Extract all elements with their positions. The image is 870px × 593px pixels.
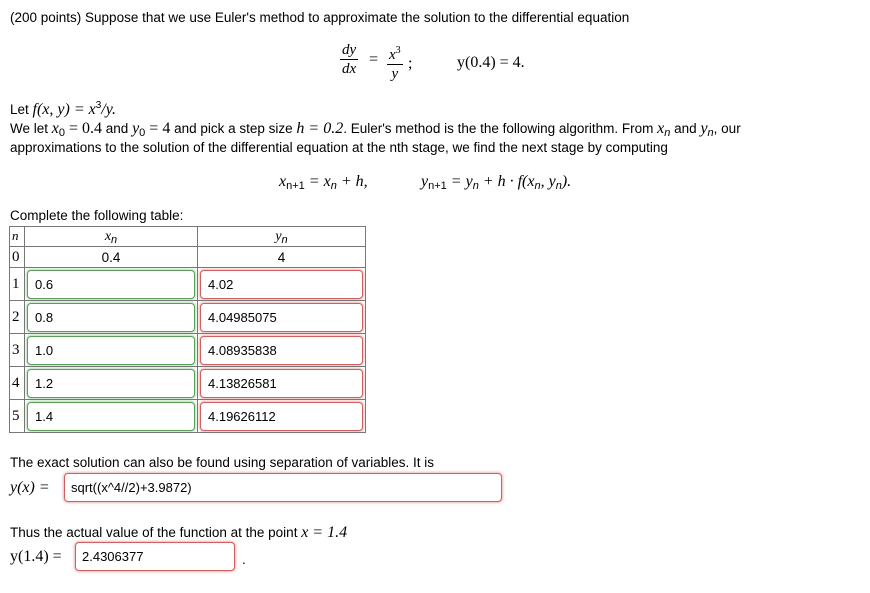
header-xn: $x_n$ (25, 227, 198, 247)
row-n: 2 (10, 301, 25, 334)
row-n: 4 (10, 367, 25, 400)
row-x-cell (25, 334, 198, 367)
header-yn: $y_n$ (198, 227, 366, 247)
row-y-cell (198, 268, 366, 301)
let-f-line: Let f(x, $y) = x^3/y$. (10, 100, 116, 118)
row-x-cell (25, 268, 198, 301)
ode-dy: dy (342, 42, 357, 58)
method-description-line2: approximations to the solution of the differential equation at the nth stage, we find the next stage by computing (10, 140, 668, 155)
method-description-line1: We let $x_0 = 0.4$ and $y_0 = 4$ and pick a step size h = 0.2. Euler's method is the the following algorithm. From $x_n$ and $y_n$, our (10, 120, 741, 139)
actual-value-input[interactable]: 2.4306377 (75, 542, 235, 571)
x3-input[interactable]: 1.0 (27, 336, 195, 365)
y1-input[interactable]: 4.02 (200, 270, 363, 299)
x4-input[interactable]: 1.2 (27, 369, 195, 398)
row-x-cell (25, 367, 198, 400)
exact-solution-label: y(x) = (10, 479, 50, 496)
actual-value-text: Thus the actual value of the function at the point x = 1.4 (10, 524, 348, 541)
table-intro: Complete the following table: (10, 208, 184, 223)
ode-rhs-fraction (387, 42, 403, 83)
ode-rhs-num: $x^3$ (387, 42, 403, 65)
ode-equals: = (369, 51, 379, 68)
ode-dx: dx (342, 61, 357, 77)
header-n: n (10, 227, 25, 247)
table-row (10, 268, 366, 301)
y3-input[interactable]: 4.08935838 (200, 336, 363, 365)
ode-rhs-den: y (391, 66, 399, 82)
exact-solution-text: The exact solution can also be found using separation of variables. It is (10, 455, 435, 470)
row-y-cell (198, 334, 366, 367)
ode-semicolon: ; (408, 55, 413, 72)
x5-input[interactable]: 1.4 (27, 402, 195, 431)
table-row (10, 247, 366, 268)
initial-condition: y(0.4) = 4. (457, 54, 525, 71)
row-y-cell (198, 400, 366, 433)
formula-x: $x_{n+1} = x_n + h$, (279, 173, 368, 192)
actual-value-period: . (242, 552, 246, 567)
euler-table (9, 226, 366, 433)
row-y-value: 4 (198, 247, 366, 268)
table-row (10, 367, 366, 400)
y5-input[interactable]: 4.19626112 (200, 402, 363, 431)
table-header-row (10, 227, 366, 247)
formula-y: $y_{n+1} = y_n + h \cdot f(x_n$, $y_n$). (421, 173, 572, 192)
x1-input[interactable]: 0.6 (27, 270, 195, 299)
row-x-cell (25, 301, 198, 334)
row-x-cell (25, 400, 198, 433)
row-n: 1 (10, 268, 25, 301)
exact-solution-input[interactable]: sqrt((x^4//2)+3.9872) (64, 473, 502, 502)
row-y-cell (198, 367, 366, 400)
row-x-value: 0.4 (25, 247, 198, 268)
y4-input[interactable]: 4.13826581 (200, 369, 363, 398)
y2-input[interactable]: 4.04985075 (200, 303, 363, 332)
table-row (10, 334, 366, 367)
question-intro: (200 points) Suppose that we use Euler's method to approximate the solution to the differential equation (10, 10, 630, 25)
table-row (10, 400, 366, 433)
row-n: 5 (10, 400, 25, 433)
table-row (10, 301, 366, 334)
actual-value-label: y(1.4) = (10, 548, 62, 565)
row-n: 0 (10, 247, 25, 268)
x2-input[interactable]: 0.8 (27, 303, 195, 332)
row-n: 3 (10, 334, 25, 367)
ode-lhs-fraction (340, 42, 358, 78)
row-y-cell (198, 301, 366, 334)
